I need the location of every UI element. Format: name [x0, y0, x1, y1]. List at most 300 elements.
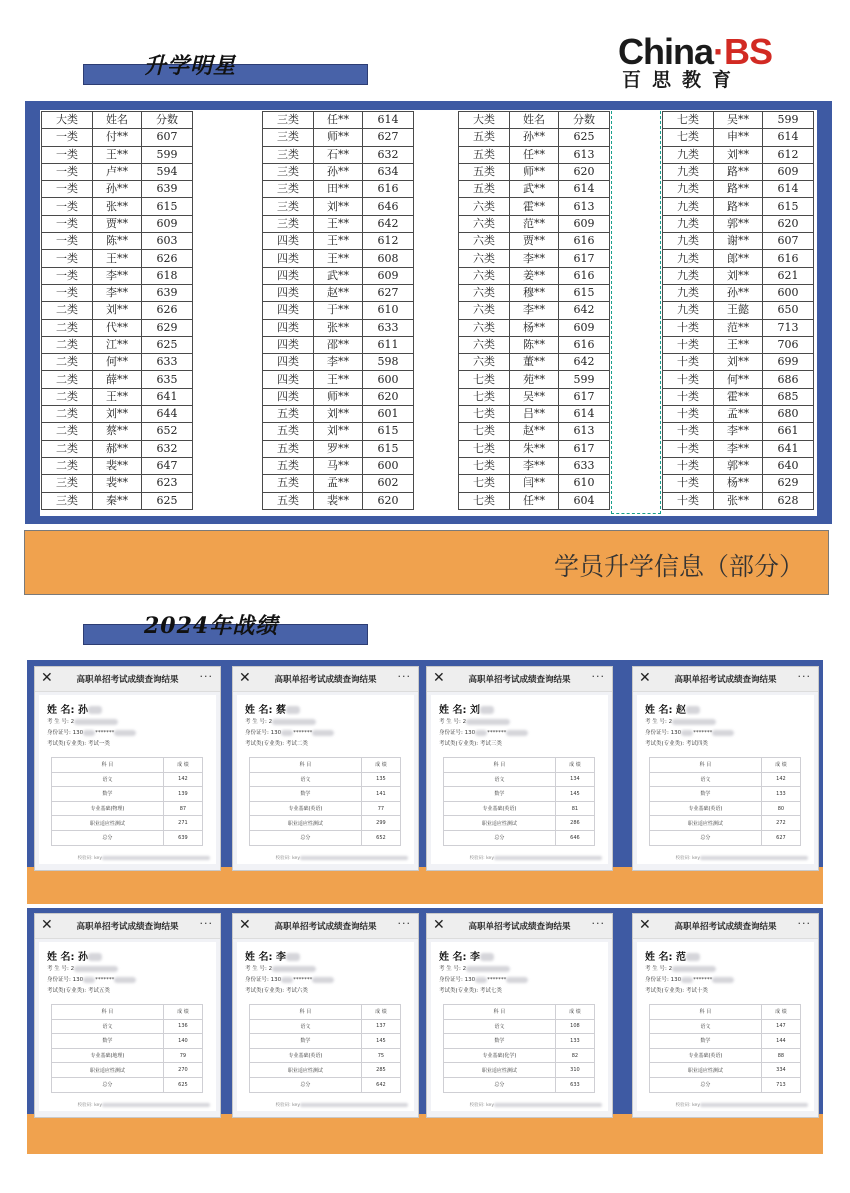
roster-category: 三类 — [263, 215, 314, 232]
roster-name: 刘** — [314, 406, 363, 423]
score-row — [650, 787, 801, 802]
score-col-header: 成 绩 — [163, 1005, 202, 1020]
roster-category: 三类 — [263, 181, 314, 198]
score-cell: 79 — [163, 1048, 202, 1063]
roster-category: 二类 — [42, 406, 93, 423]
roster-row — [263, 319, 414, 336]
id-blur-2 — [114, 730, 136, 736]
window-title: 高职单招考试成绩查询结果 — [468, 922, 571, 932]
score-cell: 108 — [555, 1019, 594, 1034]
roster-score: 610 — [363, 302, 414, 319]
roster-category: 七类 — [459, 492, 510, 509]
id-blur-1 — [281, 977, 293, 983]
roster-name: 张** — [314, 319, 363, 336]
exam-no-blur — [466, 966, 510, 972]
exam-type: 考试一类 — [87, 741, 110, 747]
results-row-1-strip — [27, 867, 823, 904]
result-card — [637, 695, 814, 864]
roster-name: 任** — [314, 112, 363, 129]
roster-category: 六类 — [459, 284, 510, 301]
roster-name: 杨** — [510, 319, 559, 336]
roster-score: 604 — [559, 492, 610, 509]
id-prefix: 130 — [670, 977, 682, 983]
roster-name: 王懿 — [714, 302, 763, 319]
result-card — [637, 942, 814, 1111]
roster-name: 师** — [314, 388, 363, 405]
more-icon: ··· — [591, 670, 605, 683]
score-cell: 310 — [555, 1063, 594, 1078]
close-icon: ✕ — [41, 917, 53, 933]
score-row — [250, 787, 401, 802]
student-name — [47, 948, 102, 963]
roster-category: 四类 — [263, 250, 314, 267]
roster-row — [663, 198, 814, 215]
roster-row — [663, 354, 814, 371]
more-icon: ··· — [591, 917, 605, 930]
score-cell: 646 — [555, 830, 594, 845]
score-cell: 81 — [555, 801, 594, 816]
roster-row — [459, 198, 610, 215]
roster-score: 609 — [363, 267, 414, 284]
roster-score: 613 — [559, 423, 610, 440]
name-blur — [480, 706, 494, 714]
roster-row — [459, 284, 610, 301]
roster-row — [459, 406, 610, 423]
roster-category: 七类 — [459, 406, 510, 423]
score-cell: 642 — [361, 1077, 400, 1092]
subject-cell: 职业适应性测试 — [650, 1063, 762, 1078]
result-card — [39, 695, 216, 864]
roster-name: 任** — [510, 146, 559, 163]
surname: 孙 — [77, 952, 88, 963]
roster-category: 四类 — [263, 233, 314, 250]
exam-no-prefix: 2 — [462, 719, 467, 725]
verify-label: 校验码: — [469, 1103, 487, 1108]
roster-row — [263, 457, 414, 474]
exam-no-blur — [74, 966, 118, 972]
roster-score: 613 — [559, 198, 610, 215]
roster-category: 三类 — [263, 198, 314, 215]
roster-score: 625 — [559, 129, 610, 146]
exam-no-blur — [672, 966, 716, 972]
roster-score: 594 — [142, 163, 193, 180]
roster-score: 639 — [142, 284, 193, 301]
roster-category: 九类 — [663, 302, 714, 319]
score-row — [52, 787, 203, 802]
score-row — [250, 1019, 401, 1034]
results-area — [24, 651, 833, 1156]
name-blur — [88, 706, 102, 714]
exam-number-line — [47, 964, 118, 972]
id-mask: ******* — [95, 730, 115, 736]
roster-row — [663, 336, 814, 353]
roster-category: 十类 — [663, 406, 714, 423]
roster-score: 600 — [363, 457, 414, 474]
roster-name: 李** — [714, 423, 763, 440]
id-mask: ******* — [293, 730, 313, 736]
score-row — [650, 1019, 801, 1034]
roster-score: 621 — [763, 267, 814, 284]
roster-category: 十类 — [663, 336, 714, 353]
id-number-line — [47, 728, 136, 736]
roster-name: 霍** — [510, 198, 559, 215]
roster-category: 十类 — [663, 354, 714, 371]
roster-category: 十类 — [663, 475, 714, 492]
verify-code-line — [47, 855, 210, 861]
subject-cell: 数学 — [250, 1034, 362, 1049]
roster-row — [42, 181, 193, 198]
score-cell: 627 — [761, 830, 800, 845]
score-col-header: 成 绩 — [361, 758, 400, 773]
id-label: 身份证号: — [245, 730, 271, 736]
subject-cell: 总分 — [650, 1077, 762, 1092]
verify-code-line — [245, 1102, 408, 1108]
verify-code-line — [645, 1102, 808, 1108]
surname: 孙 — [77, 705, 88, 716]
roster-score: 625 — [142, 336, 193, 353]
exam-no-label: 考 生 号: — [245, 719, 269, 725]
roster-score: 629 — [142, 319, 193, 336]
exam-type: 考试七类 — [479, 988, 502, 994]
score-row — [52, 1034, 203, 1049]
roster-name: 刘** — [93, 406, 142, 423]
roster-row — [263, 423, 414, 440]
surname: 赵 — [675, 705, 686, 716]
roster-category: 七类 — [459, 423, 510, 440]
roster-row — [459, 475, 610, 492]
roster-score: 642 — [559, 302, 610, 319]
roster-row — [663, 423, 814, 440]
roster-category: 五类 — [263, 475, 314, 492]
surname: 李 — [275, 952, 286, 963]
roster-name: 李** — [314, 354, 363, 371]
roster-name: 霍** — [714, 388, 763, 405]
roster-score: 分数 — [559, 112, 610, 129]
score-row — [444, 1019, 595, 1034]
roster-category: 六类 — [459, 354, 510, 371]
name-label: 姓 名: — [47, 952, 78, 963]
result-card — [237, 942, 414, 1111]
exam-no-prefix: 2 — [70, 719, 75, 725]
roster-score: 599 — [763, 112, 814, 129]
roster-name: 李** — [93, 267, 142, 284]
window-title: 高职单招考试成绩查询结果 — [76, 675, 179, 685]
roster-name: 武** — [314, 267, 363, 284]
verify-blur — [102, 856, 210, 860]
window-title: 高职单招考试成绩查询结果 — [274, 675, 377, 685]
roster-score: 616 — [559, 233, 610, 250]
score-row — [250, 772, 401, 787]
roster-row — [459, 423, 610, 440]
roster-name: 孙** — [714, 284, 763, 301]
score-row — [52, 816, 203, 831]
subject-cell: 专业基础(地理) — [52, 1048, 164, 1063]
roster-row — [42, 457, 193, 474]
student-name — [245, 948, 300, 963]
score-row — [650, 1034, 801, 1049]
close-icon: ✕ — [239, 917, 251, 933]
exam-type: 考试六类 — [285, 988, 308, 994]
roster-score: 647 — [142, 457, 193, 474]
roster-row — [263, 250, 414, 267]
roster-category: 七类 — [663, 112, 714, 129]
roster-row — [263, 146, 414, 163]
score-cell: 334 — [761, 1063, 800, 1078]
roster-name: 郎** — [714, 250, 763, 267]
window-title: 高职单招考试成绩查询结果 — [468, 675, 571, 685]
score-row — [250, 816, 401, 831]
roster-name: 王** — [314, 371, 363, 388]
exam-number-line — [245, 964, 316, 972]
roster-category: 五类 — [459, 181, 510, 198]
roster-category: 九类 — [663, 267, 714, 284]
close-icon: ✕ — [433, 917, 445, 933]
score-cell: 133 — [761, 787, 800, 802]
exam-type-line — [47, 986, 110, 994]
verify-prefix: key — [94, 1103, 102, 1108]
roster-row — [42, 319, 193, 336]
roster-row — [459, 388, 610, 405]
roster-category: 十类 — [663, 371, 714, 388]
name-blur — [286, 953, 300, 961]
roster-score: 680 — [763, 406, 814, 423]
roster-table-4 — [662, 111, 814, 510]
roster-name: 刘** — [314, 423, 363, 440]
score-header-row — [650, 758, 801, 773]
score-row — [650, 801, 801, 816]
exam-type-line — [47, 739, 110, 747]
id-blur-2 — [312, 977, 334, 983]
roster-row — [663, 129, 814, 146]
roster-score: 646 — [363, 198, 414, 215]
roster-table-1 — [41, 111, 193, 510]
roster-score: 627 — [363, 129, 414, 146]
roster-row — [459, 319, 610, 336]
subject-cell: 职业适应性测试 — [250, 816, 362, 831]
score-table — [51, 1004, 203, 1093]
info-banner — [24, 530, 829, 595]
roster-score: 623 — [142, 475, 193, 492]
verify-code-line — [245, 855, 408, 861]
id-mask: ******* — [487, 977, 507, 983]
window-title: 高职单招考试成绩查询结果 — [674, 922, 777, 932]
roster-category: 九类 — [663, 163, 714, 180]
roster-row — [459, 457, 610, 474]
roster-name: 郭** — [714, 215, 763, 232]
score-row — [650, 1077, 801, 1092]
roster-name: 张** — [714, 492, 763, 509]
score-cell: 299 — [361, 816, 400, 831]
name-label: 姓 名: — [245, 705, 276, 716]
roster-category: 七类 — [459, 388, 510, 405]
roster-category: 九类 — [663, 181, 714, 198]
roster-name: 陈** — [93, 233, 142, 250]
verify-label: 校验码: — [675, 1103, 693, 1108]
roster-category: 五类 — [263, 440, 314, 457]
roster-category: 一类 — [42, 198, 93, 215]
score-screenshot — [232, 913, 419, 1118]
roster-name: 邵** — [314, 336, 363, 353]
score-row — [52, 830, 203, 845]
roster-score: 600 — [363, 371, 414, 388]
roster-row — [263, 371, 414, 388]
score-row — [250, 1048, 401, 1063]
roster-name: 代** — [93, 319, 142, 336]
roster-category: 四类 — [263, 267, 314, 284]
more-icon: ··· — [397, 917, 411, 930]
roster-name: 任** — [510, 492, 559, 509]
close-icon: ✕ — [639, 670, 651, 686]
roster-name: 范** — [714, 319, 763, 336]
verify-prefix: key — [692, 1103, 700, 1108]
id-blur-2 — [114, 977, 136, 983]
roster-score: 626 — [142, 302, 193, 319]
roster-score: 685 — [763, 388, 814, 405]
roster-category: 三类 — [42, 475, 93, 492]
id-prefix: 130 — [464, 977, 476, 983]
roster-name: 姓名 — [93, 112, 142, 129]
roster-category: 二类 — [42, 440, 93, 457]
roster-category: 五类 — [263, 423, 314, 440]
subject-cell: 总分 — [52, 1077, 164, 1092]
roster-score: 620 — [363, 492, 414, 509]
roster-row — [42, 492, 193, 509]
roster-name: 何** — [714, 371, 763, 388]
student-name — [439, 948, 494, 963]
verify-code-line — [645, 855, 808, 861]
verify-prefix: key — [692, 856, 700, 861]
roster-name: 陈** — [510, 336, 559, 353]
roster-category: 六类 — [459, 233, 510, 250]
roster-category: 四类 — [263, 319, 314, 336]
roster-score: 640 — [763, 457, 814, 474]
subject-cell: 总分 — [650, 830, 762, 845]
roster-row — [42, 198, 193, 215]
roster-category: 五类 — [459, 146, 510, 163]
name-label: 姓 名: — [245, 952, 276, 963]
exam-type-label: 考试类(专业类): — [439, 988, 480, 994]
window-titlebar — [233, 914, 418, 939]
exam-no-label: 考 生 号: — [245, 966, 269, 972]
roster-name: 杨** — [714, 475, 763, 492]
score-cell: 135 — [361, 772, 400, 787]
exam-type-line — [245, 739, 308, 747]
roster-name: 吕** — [510, 406, 559, 423]
more-icon: ··· — [199, 917, 213, 930]
subject-cell: 专业基础(英语) — [250, 801, 362, 816]
roster-score: 626 — [142, 250, 193, 267]
score-row — [250, 1077, 401, 1092]
roster-name: 裴** — [93, 475, 142, 492]
exam-type-label: 考试类(专业类): — [645, 741, 686, 747]
roster-category: 六类 — [459, 319, 510, 336]
roster-category: 四类 — [263, 336, 314, 353]
roster-row — [263, 181, 414, 198]
roster-name: 刘** — [93, 302, 142, 319]
roster-score: 分数 — [142, 112, 193, 129]
score-screenshot — [34, 913, 221, 1118]
roster-score: 615 — [363, 423, 414, 440]
exam-type-line — [439, 986, 502, 994]
verify-label: 校验码: — [469, 856, 487, 861]
roster-score: 635 — [142, 371, 193, 388]
roster-score: 616 — [763, 250, 814, 267]
roster-category: 七类 — [459, 475, 510, 492]
roster-category: 四类 — [263, 354, 314, 371]
verify-blur — [494, 856, 602, 860]
roster-score: 641 — [763, 440, 814, 457]
roster-category: 十类 — [663, 388, 714, 405]
roster-category: 一类 — [42, 163, 93, 180]
subject-cell: 总分 — [250, 1077, 362, 1092]
roster-name: 武** — [510, 181, 559, 198]
score-cell: 80 — [761, 801, 800, 816]
roster-score: 699 — [763, 354, 814, 371]
more-icon: ··· — [797, 670, 811, 683]
exam-number-line — [439, 717, 510, 725]
roster-row — [663, 233, 814, 250]
subject-col-header: 科 目 — [650, 1005, 762, 1020]
score-cell: 75 — [361, 1048, 400, 1063]
score-table — [249, 757, 401, 846]
roster-row — [459, 181, 610, 198]
roster-row — [42, 129, 193, 146]
roster-panel — [25, 101, 832, 524]
roster-header-row — [459, 112, 610, 129]
roster-row — [42, 215, 193, 232]
roster-category: 七类 — [459, 457, 510, 474]
roster-row — [459, 302, 610, 319]
roster-category: 二类 — [42, 423, 93, 440]
roster-category: 六类 — [459, 250, 510, 267]
name-blur — [480, 953, 494, 961]
roster-score: 633 — [363, 319, 414, 336]
score-table — [649, 757, 801, 846]
id-blur-2 — [312, 730, 334, 736]
exam-type-label: 考试类(专业类): — [47, 741, 88, 747]
exam-no-label: 考 生 号: — [47, 966, 71, 972]
score-cell: 137 — [361, 1019, 400, 1034]
score-cell: 286 — [555, 816, 594, 831]
roster-category: 二类 — [42, 302, 93, 319]
result-card — [431, 942, 608, 1111]
score-cell: 88 — [761, 1048, 800, 1063]
roster-category: 一类 — [42, 215, 93, 232]
roster-score: 615 — [763, 198, 814, 215]
verify-prefix: key — [486, 1103, 494, 1108]
subject-cell: 专业基础(英语) — [650, 801, 762, 816]
roster-name: 师** — [510, 163, 559, 180]
roster-category: 一类 — [42, 284, 93, 301]
window-title: 高职单招考试成绩查询结果 — [274, 922, 377, 932]
name-blur — [686, 706, 700, 714]
roster-name: 王** — [93, 388, 142, 405]
roster-name: 马** — [314, 457, 363, 474]
subject-cell: 职业适应性测试 — [52, 1063, 164, 1078]
roster-category: 六类 — [459, 302, 510, 319]
exam-no-label: 考 生 号: — [439, 966, 463, 972]
subject-cell: 数学 — [650, 787, 762, 802]
score-cell: 271 — [163, 816, 202, 831]
star-heading: 升学明星 — [144, 53, 237, 79]
id-number-line — [645, 728, 734, 736]
subject-cell: 数学 — [52, 787, 164, 802]
surname: 蔡 — [275, 705, 286, 716]
id-blur-1 — [681, 977, 693, 983]
roster-name: 谢** — [714, 233, 763, 250]
roster-category: 二类 — [42, 371, 93, 388]
roster-score: 632 — [363, 146, 414, 163]
